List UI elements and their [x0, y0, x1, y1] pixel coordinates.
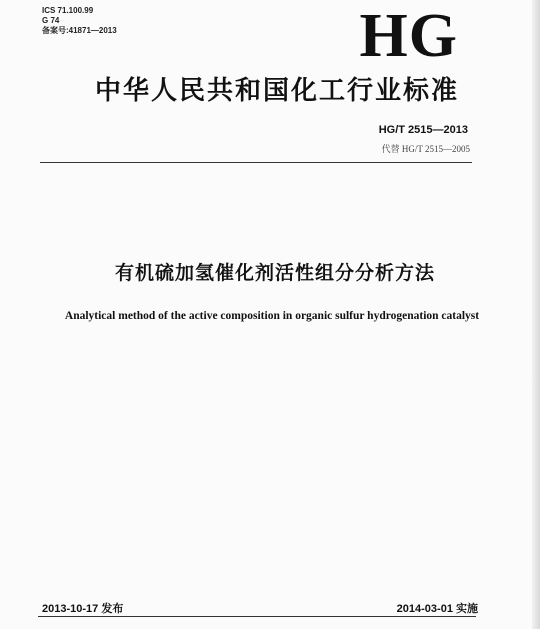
implementation-date: 2014-03-01 实施	[396, 603, 478, 615]
header-divider	[40, 162, 472, 163]
replaces-standard: 代替 HG/T 2515—2005	[381, 144, 470, 154]
document-title-chinese: 有机硫加氢催化剂活性组分分析方法	[114, 262, 435, 284]
ccs-code: G 74	[42, 16, 60, 25]
footer-divider	[38, 616, 476, 617]
filing-number: 备案号:41871—2013	[42, 26, 117, 35]
standard-number: HG/T 2515—2013	[378, 124, 468, 136]
hg-logo: HG	[359, 2, 458, 70]
page-edge-shadow	[532, 0, 540, 629]
issue-date: 2013-10-17 发布	[42, 603, 124, 615]
ics-code: ICS 71.100.99	[42, 6, 94, 15]
classification-block	[42, 6, 117, 36]
standard-category-title: 中华人民共和国化工行业标准	[94, 76, 459, 106]
document-title-english: Analytical method of the active composition in organic sulfur hydrogenation catalyst	[64, 310, 480, 322]
